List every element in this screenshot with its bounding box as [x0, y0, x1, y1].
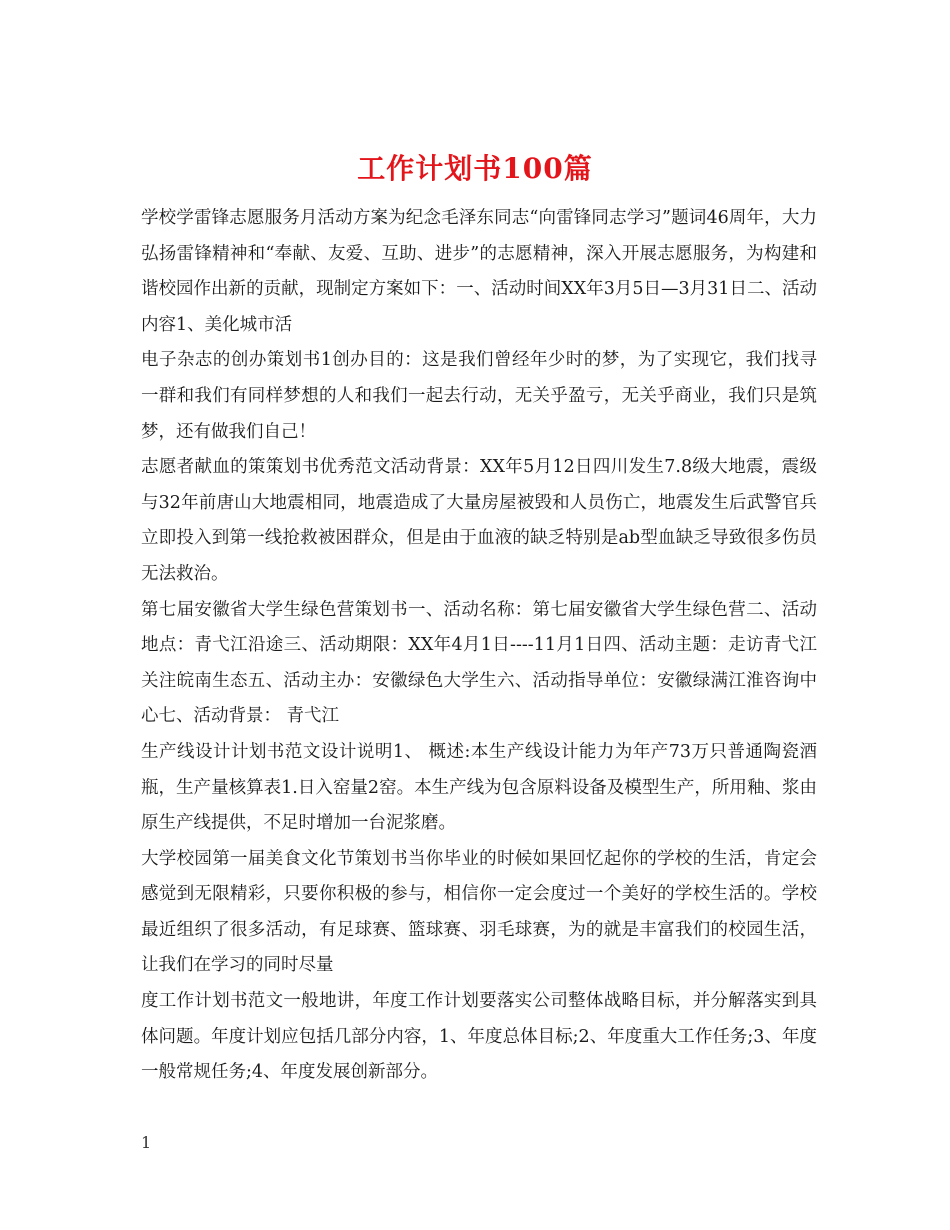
- paragraph-blood-donation: 志愿者献血的策策划书优秀范文活动背景：XX年5月12日四川发生7.8级大地震，震级与32年前唐山大地震相同，地震造成了大量房屋被毁和人员伤亡，地震发生后武警官兵立即投入到第一线抢救被困群众，但是由于血液的缺乏特别是ab型血缺乏导致很多伤员无法救治。: [141, 457, 817, 584]
- paragraph-e-magazine: 电子杂志的创办策划书1创办目的：这是我们曾经年少时的梦，为了实现它，我们找寻一群和我们有同样梦想的人和我们一起去行动，无关乎盈亏，无关乎商业，我们只是筑梦，还有做我们自己！: [141, 350, 817, 442]
- page-number: 1: [141, 1133, 152, 1152]
- paragraph-green-camp: 第七届安徽省大学生绿色营策划书一、活动名称：第七届安徽省大学生绿色营二、活动地点：青弋江沿途三、活动期限：XX年4月1日----11月1日四、活动主题：走访青弋江 关注皖南生态五、活动主办：安徽绿色大学生六、活动指导单位：安徽绿满江淮咨询中心七、活动背景： 青弋江: [141, 599, 817, 727]
- document-body: [141, 201, 817, 1091]
- paragraph-annual-plan: 度工作计划书范文一般地讲，年度工作计划要落实公司整体战略目标，并分解落实到具体问题。年度计划应包括几部分内容，1、年度总体目标;2、年度重大工作任务;3、年度一般常规任务;4、年度发展创新部分。: [141, 991, 817, 1083]
- paragraph-lei-feng-volunteer: 学校学雷锋志愿服务月活动方案为纪念毛泽东同志“向雷锋同志学习”题词46周年，大力弘扬雷锋精神和“奉献、友爱、互助、进步”的志愿精神，深入开展志愿服务，为构建和谐校园作出新的贡献，现制定方案如下：一、活动时间XX年3月5日—3月31日二、活动内容1、美化城市活: [141, 208, 817, 335]
- page-title: 工作计划书100篇: [357, 151, 593, 185]
- paragraph-food-festival: 大学校园第一届美食文化节策划书当你毕业的时候如果回忆起你的学校的生活，肯定会感觉到无限精彩，只要你积极的参与，相信你一定会度过一个美好的学校生活的。学校最近组织了很多活动，有足球赛、篮球赛、羽毛球赛，为的就是丰富我们的校园生活，让我们在学习的同时尽量: [141, 848, 817, 976]
- paragraph-production-line: 生产线设计计划书范文设计说明1、 概述:本生产线设计能力为年产73万只普通陶瓷酒瓶，生产量核算表1.日入窑量2窑。本生产线为包含原料设备及模型生产，所用釉、浆由原生产线提供，不足时增加一台泥浆磨。: [141, 741, 817, 834]
